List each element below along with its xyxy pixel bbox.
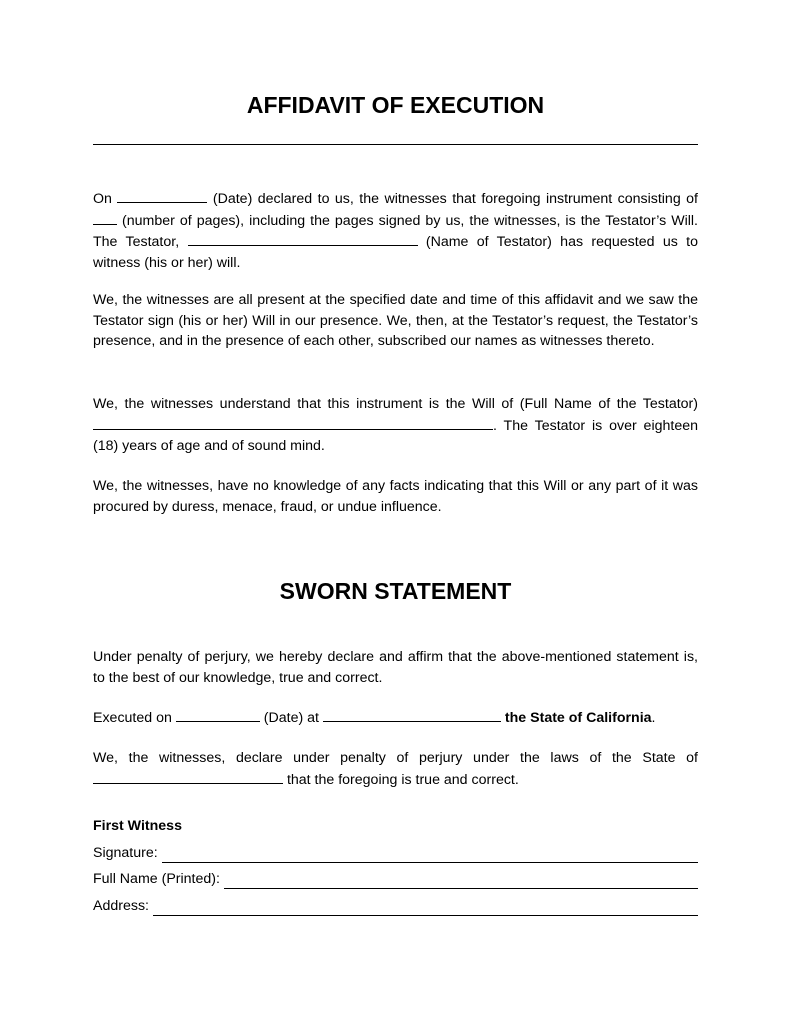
executed-state: the State of California (504, 710, 652, 726)
signature-row (93, 843, 698, 863)
state-blank[interactable] (93, 769, 283, 784)
p1-on: On (93, 191, 112, 207)
executed-place-blank[interactable] (323, 707, 501, 722)
address-field[interactable] (153, 900, 698, 916)
first-witness-heading (93, 816, 698, 836)
affidavit-paragraph-1 (93, 188, 698, 274)
executed-line (93, 707, 698, 729)
date-blank[interactable] (117, 188, 207, 203)
testator-name-blank[interactable] (188, 231, 418, 246)
full-name-label: Full Name (Printed): (93, 871, 220, 887)
title-divider (93, 144, 698, 145)
full-name-row (93, 869, 698, 889)
testator-full-name-blank[interactable] (93, 415, 493, 430)
executed-date-label: (Date) at (263, 710, 319, 726)
p3-sworn-before: We, the witnesses, declare under penalty of perjury under the laws of the State of (93, 750, 698, 766)
p1-after-date: (Date) declared to us, the witnesses that foregoing instrument consisting of (212, 191, 699, 207)
p3-after: . The Testator is over eighteen (18) years of age and of sound mind. (93, 417, 698, 455)
p1-after-name: (Name of Testator) has requested us to witness (his or her) will. (93, 234, 698, 272)
affidavit-title: AFFIDAVIT OF EXECUTION (246, 92, 545, 118)
affidavit-paragraph-4: We, the witnesses, have no knowledge of any facts indicating that this Will or any part of it was procured by duress, menace, fraud, or undue influence. (93, 478, 698, 515)
executed-prefix: Executed on (93, 710, 172, 726)
first-witness-label: First Witness (93, 818, 182, 834)
p3-before: We, the witnesses understand that this instrument is the Will of (Full Name of the Testator) (93, 396, 698, 412)
executed-period: . (651, 710, 656, 726)
sworn-paragraph-1: Under penalty of perjury, we hereby declare and affirm that the above-mentioned statement is, to the best of our knowledge, true and correct. (93, 649, 698, 686)
p1-after-pages: (number of pages), including the pages signed by us, the witnesses, is the Testator’s Will. The Testator, (93, 212, 699, 251)
sworn-paragraph-3 (93, 748, 698, 790)
pages-blank[interactable] (93, 210, 117, 225)
address-row (93, 896, 698, 916)
affidavit-paragraph-2: We, the witnesses are all present at the specified date and time of this affidavit and we saw the Testator sign (his or her) Will in our presence. We, then, at the Testator’s request, the Testator’s presence, and in the presence of each other, subscribed our names as witnesses thereto. (93, 292, 698, 350)
signature-field[interactable] (162, 847, 698, 863)
address-label: Address: (93, 898, 149, 914)
p3-sworn-after: that the foregoing is true and correct. (286, 771, 519, 788)
full-name-field[interactable] (224, 873, 698, 889)
affidavit-paragraph-3 (93, 394, 698, 457)
executed-date-blank[interactable] (176, 707, 260, 722)
signature-label: Signature: (93, 845, 158, 861)
sworn-title: SWORN STATEMENT (279, 578, 512, 604)
